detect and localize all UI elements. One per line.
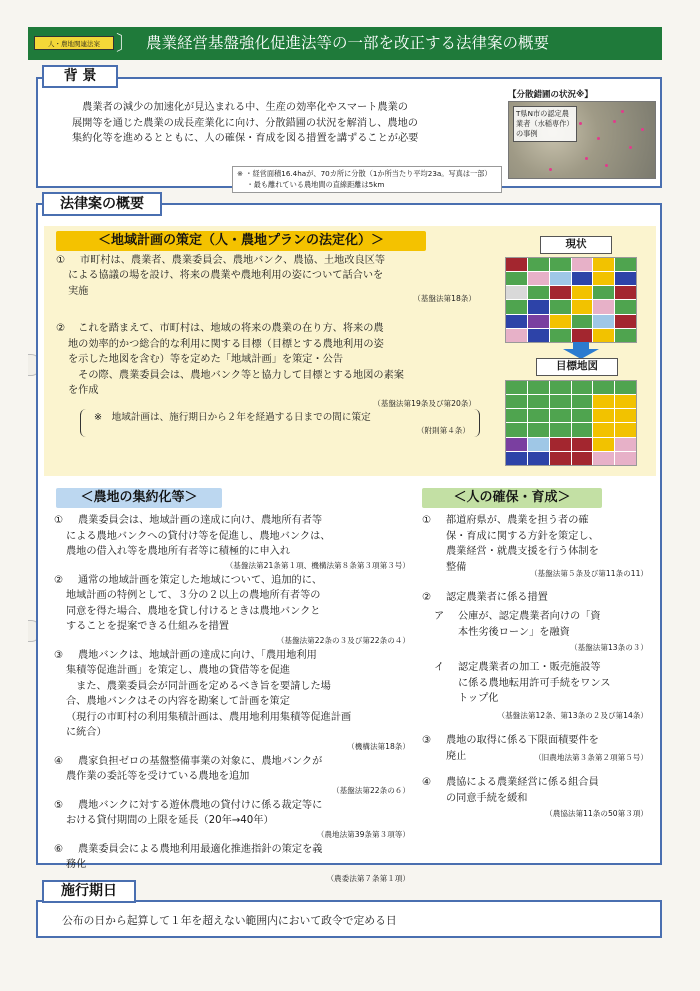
consolidation-item-ref: （基盤法第22条の６）	[331, 785, 410, 795]
text-line: 通常の地域計画を策定した地域について、追加的に、	[78, 574, 323, 586]
map-plot-cell	[572, 409, 593, 422]
map-plot-cell	[615, 300, 636, 313]
map-plot-cell	[615, 438, 636, 451]
map-plot-cell	[528, 409, 549, 422]
text-line: （現行の市町村の利用集積計画は、農用地利用集積等促進計画	[66, 711, 352, 723]
map-plot-cell	[615, 409, 636, 422]
map-plot-cell	[593, 300, 614, 313]
map-plot-cell	[550, 438, 571, 451]
text-line: 地の効率的かつ総合的な利用に関する目標（目標とする農地利用の姿	[68, 338, 384, 350]
map-plot-cell	[593, 258, 614, 271]
people-item-1-number: ①	[422, 515, 432, 526]
regional-plan-heading: ＜地域計画の策定（人・農地プランの法定化）＞	[56, 231, 426, 251]
effective-date-label: 施行期日	[42, 880, 136, 903]
text-line: 農業委員会は、地域計画の達成に向け、農地所有者等	[78, 515, 323, 526]
consolidation-item-number: ③	[54, 649, 64, 661]
text-line: することを提案できる仕組みを措置	[66, 621, 229, 632]
map-plot-cell	[506, 409, 527, 422]
people-item-2-title: 認定農業者に係る措置	[446, 592, 548, 603]
text-line: を作成	[68, 385, 99, 396]
text-line: による協議の場を設け、将来の農業や農地利用の姿について話合いを	[68, 270, 384, 281]
people-item-4-number: ④	[422, 777, 432, 788]
current-map-grid	[505, 257, 637, 343]
map-plot-cell	[615, 272, 636, 285]
consolidation-item	[54, 798, 410, 840]
text-line: を示した地図を含む）等を定めた「地域計画」を策定・公告	[68, 354, 344, 365]
map-plot-cell	[528, 300, 549, 313]
map-plot-cell	[572, 300, 593, 313]
consolidation-item-number: ①	[54, 515, 64, 526]
map-plot-cell	[615, 286, 636, 299]
map-plot-cell	[506, 286, 527, 299]
text-line: 農家負担ゼロの基盤整備事業の対象に、農地バンクが	[78, 755, 323, 767]
map-plot-cell	[506, 258, 527, 271]
header-bracket: 〕	[116, 31, 136, 55]
text-line: 農業経営・就農支援を行う体制を	[446, 546, 599, 557]
people-item-2b-mark: イ	[434, 662, 445, 673]
consolidation-item-ref: （基盤法第22条の３及び第22条の４）	[276, 635, 410, 645]
background-text	[72, 100, 502, 147]
overview-label: 法律案の概要	[42, 192, 162, 216]
text-line: 集約化等を進めるとともに、人の確保・育成を図る措置を講ずることが必要	[72, 133, 419, 144]
people-item-3-number: ③	[422, 735, 432, 746]
text-line: に係る農地転用許可手続をワンス	[458, 677, 611, 689]
map-plot-cell	[593, 438, 614, 451]
map-plot-cell	[593, 381, 614, 394]
consolidation-item-number: ④	[54, 755, 64, 767]
text-line: 農地バンクは、地域計画の達成に向け、「農用地利用	[78, 649, 317, 661]
consolidation-item-number: ⑤	[54, 799, 64, 811]
consolidation-item-ref: （機構法第18条）	[347, 741, 410, 751]
people-heading: ＜人の確保・育成＞	[422, 488, 602, 508]
consolidation-item-ref: （基盤法第21条第１項、機構法第８条第３項第３号）	[225, 560, 410, 570]
text-line: による農地バンクへの貸付け等を促進し、農地バンクは、	[66, 530, 331, 542]
current-map-label: 現状	[540, 236, 612, 254]
people-item-1	[446, 513, 646, 575]
consolidation-item-ref: （農地法第39条第３項等）	[316, 829, 410, 839]
text-line: 農地バンクに対する遊休農地の貸付けに係る裁定等に	[78, 799, 323, 811]
people-item-2-number: ②	[422, 592, 432, 603]
text-line: 保・育成に関する方針を策定し、	[446, 530, 599, 542]
people-item-3-ref: （旧農地法第３条第２項第５号）	[534, 753, 648, 762]
text-line: 公庫が、認定農業者向けの「資	[458, 611, 601, 622]
map-plot-cell	[572, 381, 593, 394]
people-item-4	[446, 775, 646, 806]
people-item-1-ref: （基盤法第５条及び第11条の11）	[529, 569, 648, 578]
map-plot-cell	[615, 452, 636, 465]
text-line: 地域計画の特例として、３分の２以上の農地所有者等の	[66, 590, 321, 601]
map-plot-cell	[528, 381, 549, 394]
map-plot-cell	[593, 329, 614, 342]
effective-date-text: 公布の日から起算して１年を超えない範囲内において政令で定める日	[62, 914, 397, 927]
map-plot-cell	[550, 329, 571, 342]
people-item-2b-ref: （基盤法第12条、第13条の２及び第14条）	[497, 711, 648, 720]
background-label: 背 景	[42, 65, 118, 88]
text-line: 集積等促進計画」を策定し、農地の貸借等を促進	[66, 665, 291, 676]
map-plot-cell	[528, 315, 549, 328]
map-plot-cell	[528, 423, 549, 436]
text-line: 農業委員会による農地利用最適化推進指針の策定を義	[78, 843, 323, 855]
map-plot-cell	[615, 258, 636, 271]
text-line: 本性劣後ローン」を融資	[458, 626, 570, 638]
text-line: また、農業委員会が同計画を定めるべき旨を要請した場	[66, 680, 331, 692]
text-line: 合、農地バンクはその内容を勘案して計画を策定	[66, 696, 290, 707]
map-plot-cell	[593, 409, 614, 422]
people-item-2a-mark: ア	[434, 611, 445, 622]
map-plot-cell	[572, 258, 593, 271]
map-plot-cell	[528, 329, 549, 342]
map-plot-cell	[550, 272, 571, 285]
plan-item-2	[68, 321, 482, 399]
plan-item-1-number: ①	[56, 255, 66, 266]
plan-item-2-ref: （基盤法第19条及び第20条）	[373, 399, 476, 408]
text-line: 展開等を通じた農業の成長産業化に向け、分散錯圃の状況を解消し、農地の	[72, 117, 418, 129]
map-plot-cell	[528, 258, 549, 271]
text-line: 農地の取得に係る下限面積要件を	[446, 735, 599, 746]
text-line: 農作業の委託等を受けている農地を追加	[66, 771, 250, 782]
consolidation-item	[54, 648, 410, 752]
map-plot-cell	[550, 286, 571, 299]
consolidation-item-number: ⑥	[54, 843, 64, 855]
map-plot-cell	[615, 315, 636, 328]
consolidation-item	[54, 513, 410, 571]
page-title: 農業経営基盤強化促進法等の一部を改正する法律案の概要	[146, 34, 550, 52]
map-plot-cell	[550, 395, 571, 408]
note-line: ・最も離れている農地間の直線距離は5km	[237, 179, 385, 189]
map-plot-cell	[593, 423, 614, 436]
text-line: 農業者の減少の加速化が見込まれる中、生産の効率化やスマート農業の	[72, 102, 408, 113]
map-plot-cell	[572, 272, 593, 285]
photo-title: 【分散錯圃の状況※】	[508, 90, 593, 100]
text-line: 同意を得た場合、農地を貸し付けるときは農地バンクと	[66, 605, 321, 617]
consolidation-item	[54, 842, 410, 884]
text-line: 農協による農業経営に係る組合員	[446, 777, 599, 788]
map-plot-cell	[550, 315, 571, 328]
text-line: 実施	[68, 285, 89, 297]
text-line: 廃止	[446, 750, 467, 762]
consolidation-item-ref: （農委法第７条第１項）	[326, 873, 410, 883]
map-plot-cell	[550, 423, 571, 436]
text-line: トップ化	[458, 693, 499, 704]
target-map-label: 目標地図	[536, 358, 618, 376]
text-line: 整備	[446, 561, 467, 573]
plan-item-1-ref: （基盤法第18条）	[413, 294, 476, 303]
map-plot-cell	[528, 272, 549, 285]
text-line: の同意手続を緩和	[446, 792, 528, 804]
map-plot-cell	[572, 423, 593, 436]
plan-item-2-number: ②	[56, 323, 66, 334]
people-item-2a-ref: （基盤法第13条の３）	[569, 643, 648, 652]
map-plot-cell	[506, 381, 527, 394]
map-plot-cell	[593, 286, 614, 299]
map-plot-cell	[506, 329, 527, 342]
map-plot-cell	[572, 315, 593, 328]
map-plot-cell	[615, 381, 636, 394]
map-plot-cell	[615, 423, 636, 436]
consolidation-item-number: ②	[54, 574, 64, 586]
map-plot-cell	[615, 395, 636, 408]
background-note	[232, 166, 502, 193]
text-line: 都道府県が、農業を担う者の確	[446, 515, 589, 526]
people-item-2a	[458, 609, 648, 640]
map-plot-cell	[550, 452, 571, 465]
people-item-2b	[458, 660, 648, 707]
consolidation-item	[54, 573, 410, 646]
map-plot-cell	[506, 272, 527, 285]
plan-note-ref: （附則第４条）	[416, 426, 470, 435]
map-plot-cell	[593, 272, 614, 285]
map-plot-cell	[550, 258, 571, 271]
map-plot-cell	[506, 438, 527, 451]
text-line: に統合）	[66, 727, 107, 738]
map-plot-cell	[572, 329, 593, 342]
map-plot-cell	[593, 315, 614, 328]
page-header	[28, 27, 662, 60]
text-line: 務化	[66, 859, 87, 870]
text-line: 認定農業者の加工・販売施設等	[458, 662, 601, 673]
map-plot-cell	[550, 381, 571, 394]
text-line: 市町村は、農業者、農業委員会、農地バンク、農協、土地改良区等	[80, 255, 386, 266]
consolidation-item	[54, 754, 410, 796]
category-tag: 人・農地関連法案	[34, 36, 114, 50]
consolidation-list	[54, 513, 410, 886]
map-plot-cell	[593, 395, 614, 408]
map-plot-cell	[506, 395, 527, 408]
people-item-4-ref: （農協法第11条の50第３項）	[545, 809, 648, 818]
map-plot-cell	[528, 438, 549, 451]
map-plot-cell	[572, 438, 593, 451]
map-plot-cell	[572, 395, 593, 408]
consolidation-heading: ＜農地の集約化等＞	[56, 488, 222, 508]
text-line: これを踏まえて、市町村は、地域の将来の農業の在り方、将来の農	[68, 323, 384, 334]
note-line: ※ ・経営面積16.4haが、70カ所に分散（1か所当たり平均23a。写真は一部）	[237, 169, 492, 178]
photo-caption: T県N市の認定農業者（水稲専作）の事例	[513, 106, 577, 142]
map-plot-cell	[506, 300, 527, 313]
plan-item-1	[80, 253, 480, 269]
map-plot-cell	[550, 300, 571, 313]
text-line: 農地の借入れ等を農地所有者等に積極的に申入れ	[66, 546, 291, 557]
map-plot-cell	[506, 315, 527, 328]
text-line: その際、農業委員会は、農地バンク等と協力して目標とする地図の素案	[68, 369, 404, 381]
map-plot-cell	[593, 452, 614, 465]
plan-note: ※ 地域計画は、施行期日から２年を経過する日までの間に策定	[94, 412, 371, 423]
map-plot-cell	[572, 286, 593, 299]
text-line: おける貸付期間の上限を延長（20年→40年）	[66, 815, 274, 826]
map-plot-cell	[528, 452, 549, 465]
map-plot-cell	[506, 423, 527, 436]
map-plot-cell	[528, 395, 549, 408]
map-plot-cell	[528, 286, 549, 299]
map-plot-cell	[572, 452, 593, 465]
map-plot-cell	[615, 329, 636, 342]
map-plot-cell	[550, 409, 571, 422]
map-plot-cell	[506, 452, 527, 465]
target-map-grid	[505, 380, 637, 466]
